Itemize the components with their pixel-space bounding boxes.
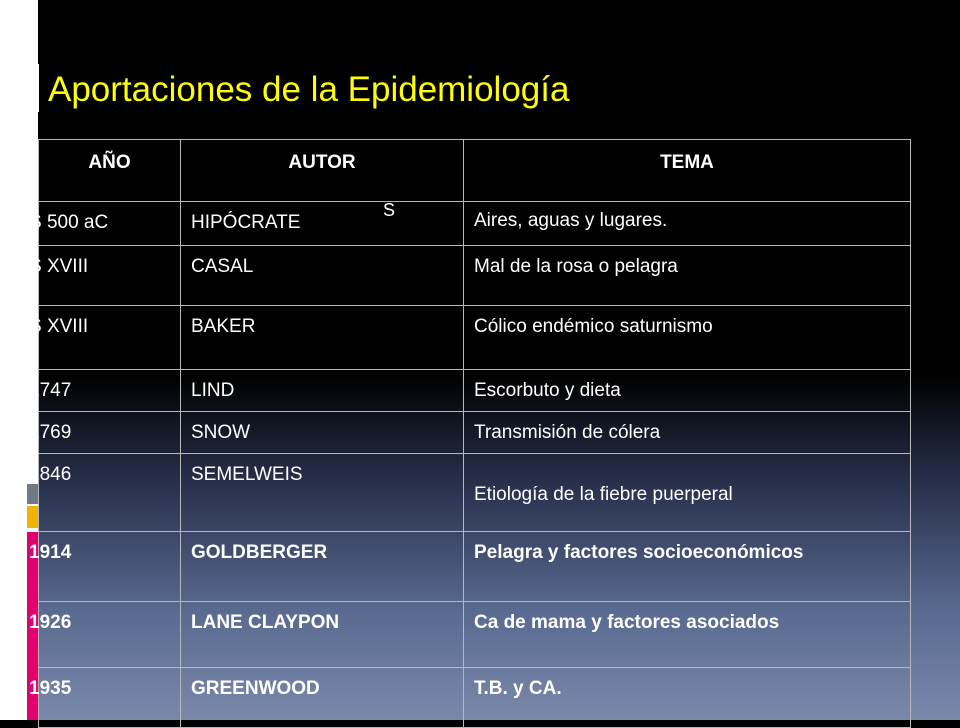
cell-author: SEMELWEIS: [191, 464, 303, 485]
cell-year: S 500 aC: [29, 212, 109, 233]
cell-topic: Cólico endémico saturnismo: [474, 316, 713, 337]
table-row: [39, 454, 911, 532]
cell-author: CASAL: [191, 256, 254, 277]
cell-author: GOLDBERGER: [191, 542, 328, 563]
table-row bold-row: [39, 532, 911, 602]
cell-year: 1846: [29, 464, 72, 485]
accent-bar-gray: [27, 484, 38, 504]
cell-year: 1935: [29, 678, 72, 699]
title-decor-lines: [20, 64, 40, 112]
cell-year: S XVIII: [29, 316, 89, 337]
cell-author: LIND: [191, 380, 235, 401]
cell-topic: Etiología de la fiebre puerperal: [474, 484, 733, 505]
cell-author: HIPÓCRATE: [191, 212, 301, 233]
wrapped-letter: S: [383, 200, 396, 220]
cell-topic: Mal de la rosa o pelagra: [474, 256, 678, 277]
table-row: [39, 412, 911, 454]
cell-author: SNOW: [191, 422, 251, 443]
table-row: [39, 246, 911, 306]
cell-year: 1747: [29, 380, 72, 401]
table-row: [39, 306, 911, 370]
slide-title: Aportaciones de la Epidemiología: [48, 70, 570, 109]
cell-topic: Pelagra y factores socioeconómicos: [474, 542, 804, 563]
cell-author: GREENWOOD: [191, 678, 320, 699]
cell-year: 1926: [29, 612, 72, 633]
cell-topic: Escorbuto y dieta: [474, 380, 621, 401]
cell-topic: Ca de mama y factores asociados: [474, 612, 780, 633]
cell-topic: Aires, aguas y lugares.: [474, 210, 668, 231]
cell-author: LANE CLAYPON: [191, 612, 340, 633]
cell-year: 1914: [29, 542, 72, 563]
header-year: AÑO: [39, 140, 181, 202]
cell-author: BAKER: [191, 316, 256, 337]
table-row: [39, 668, 911, 728]
table-row: [39, 202, 911, 246]
cell-topic: T.B. y CA.: [474, 678, 562, 699]
table-row: [39, 370, 911, 412]
header-topic: TEMA: [464, 140, 911, 202]
cell-year: 1769: [29, 422, 72, 443]
accent-bar-yellow: [27, 506, 38, 528]
table-row: [39, 602, 911, 668]
table-header-row: [39, 140, 911, 202]
cell-year: S XVIII: [29, 256, 89, 277]
epidemiology-table: [29, 139, 911, 728]
cell-topic: Transmisión de cólera: [474, 422, 661, 443]
header-author: AUTOR: [181, 140, 464, 202]
epidemiology-table-container: [29, 139, 910, 720]
